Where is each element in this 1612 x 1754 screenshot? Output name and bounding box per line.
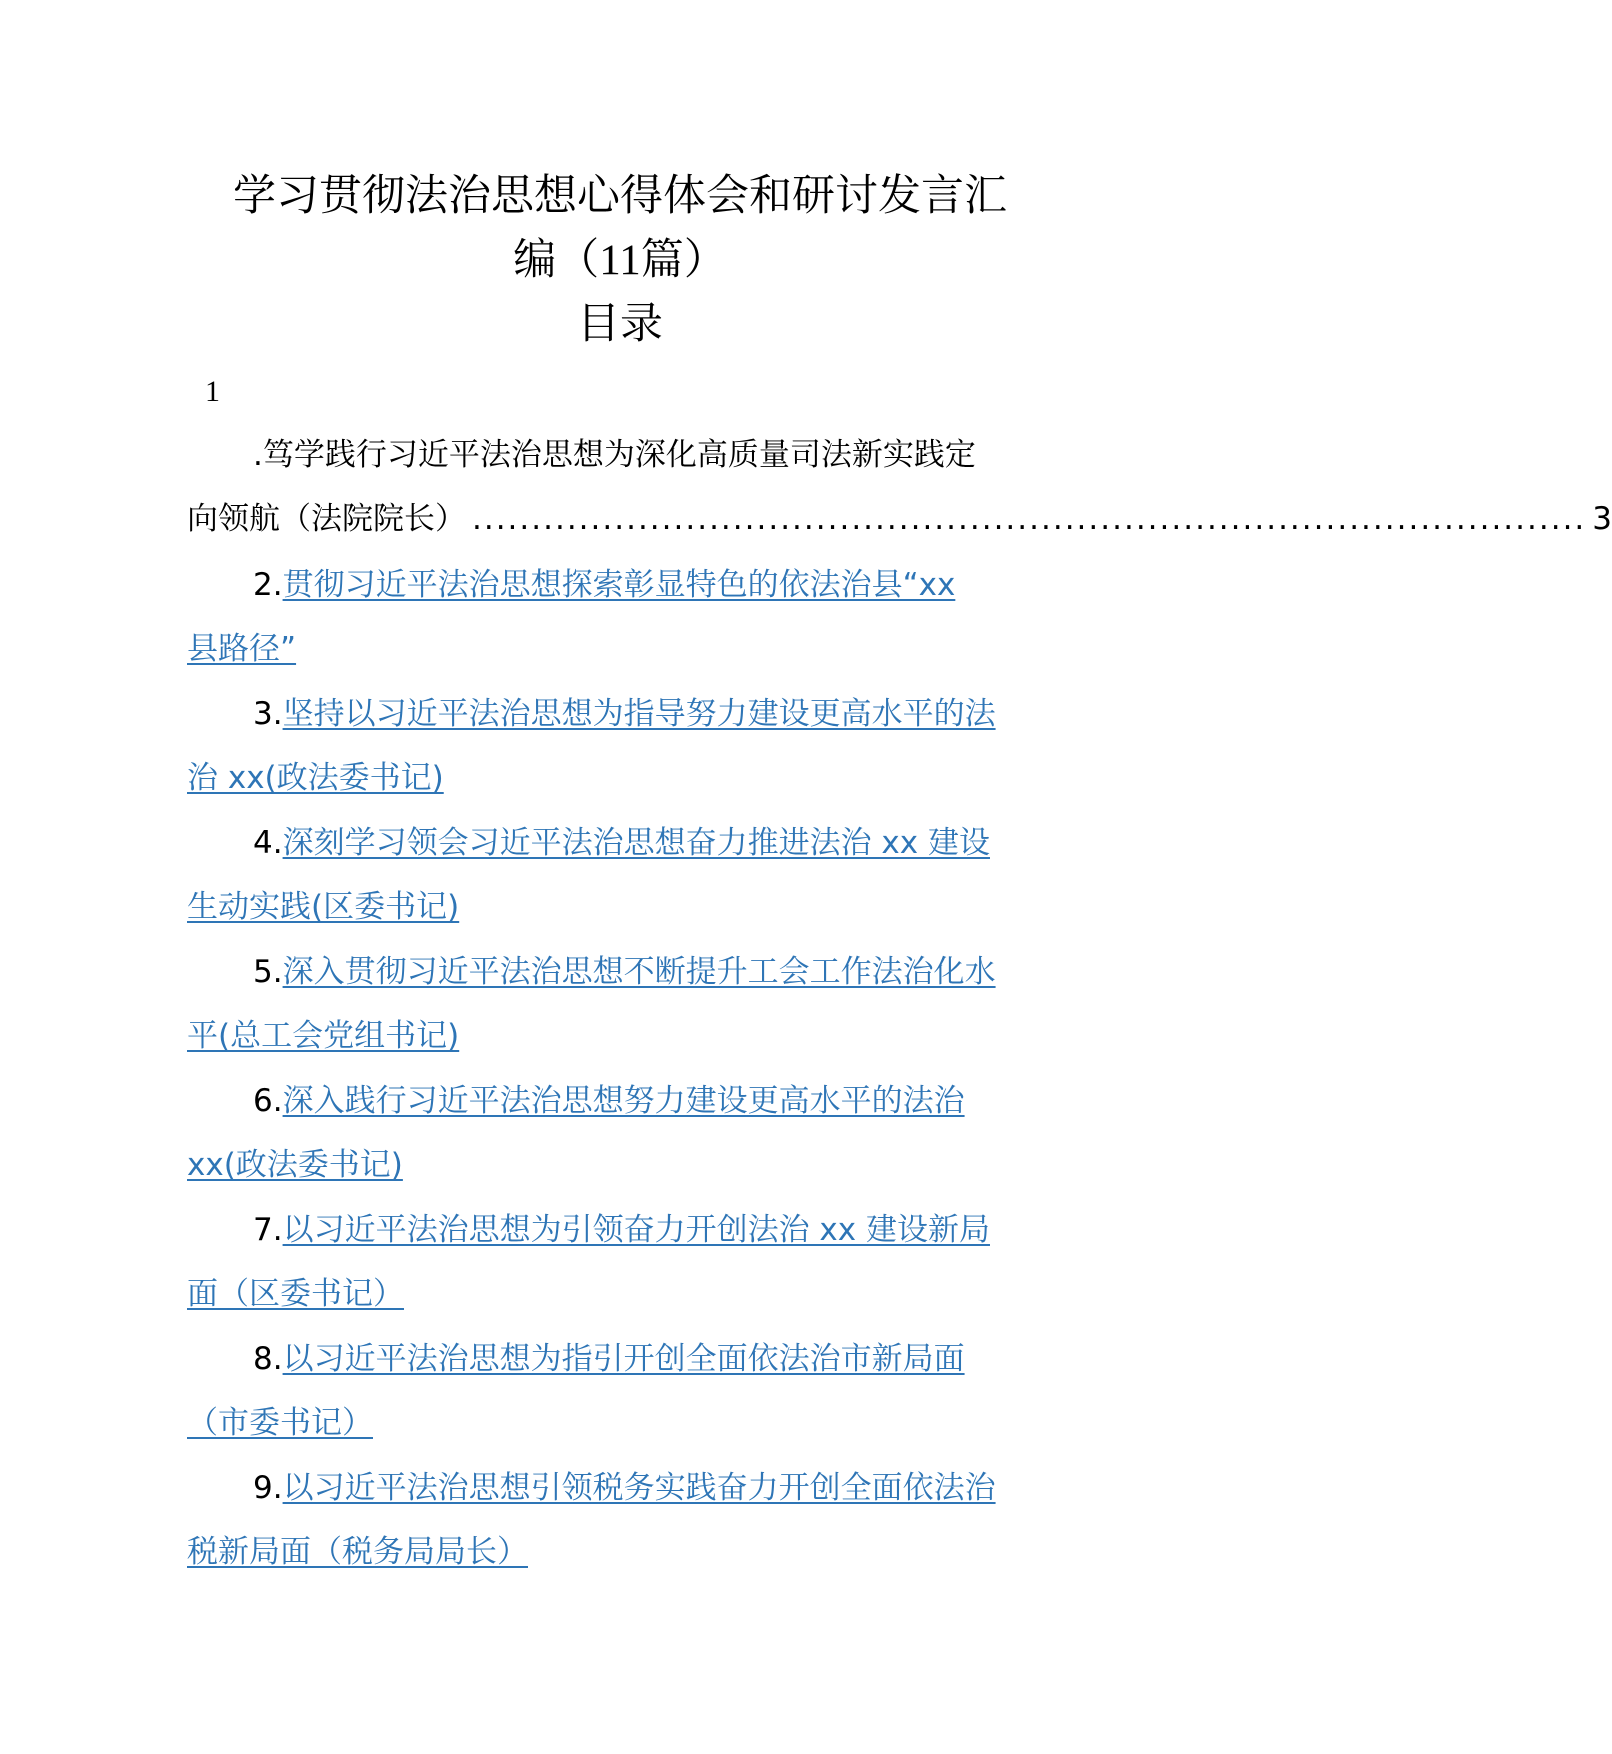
toc-entry-4-link[interactable]: 深刻学习领会习近平法治思想奋力推进法治 xx 建设 bbox=[282, 825, 990, 861]
toc-entry-8-line-2[interactable] bbox=[187, 1401, 373, 1445]
toc-entry-8-line-1[interactable] bbox=[253, 1337, 965, 1381]
toc-entry-9-line-2[interactable] bbox=[187, 1530, 528, 1574]
toc-entry-8-link[interactable]: 以习近平法治思想为指引开创全面依法治市新局面 bbox=[282, 1341, 965, 1377]
toc-entry-9-link-continued[interactable]: 税新局面（税务局局长） bbox=[187, 1534, 528, 1570]
toc-entry-1-page-number: 3 bbox=[1592, 501, 1612, 537]
toc-entry-1-title-part-1: .笃学践行习近平法治思想为深化高质量司法新实践定 bbox=[253, 437, 976, 473]
toc-entry-6-number: 6. bbox=[253, 1083, 283, 1119]
toc-entry-6-link[interactable]: 深入践行习近平法治思想努力建设更高水平的法治 bbox=[282, 1083, 965, 1119]
toc-entry-1-title-part-2: 向领航（法院院长） bbox=[187, 501, 466, 537]
toc-entry-8-number: 8. bbox=[253, 1341, 283, 1377]
toc-entry-2-line-2[interactable] bbox=[187, 627, 296, 671]
toc-entry-6-link-continued[interactable]: xx(政法委书记) bbox=[187, 1147, 403, 1183]
toc-entry-2-link[interactable]: 贯彻习近平法治思想探索彰显特色的依法治县“xx bbox=[282, 567, 956, 603]
title-text-1: 学习贯彻法治思想心得体会和研讨发言汇 bbox=[233, 171, 1007, 221]
toc-entry-7-line-1[interactable] bbox=[253, 1208, 990, 1252]
toc-entry-6-line-1[interactable] bbox=[253, 1079, 965, 1123]
toc-entry-5-link-continued[interactable]: 平(总工会党组书记) bbox=[187, 1018, 460, 1054]
toc-entry-9-number: 9. bbox=[253, 1470, 283, 1506]
dot-leader: .............................................................................................. bbox=[472, 501, 1587, 537]
toc-entry-4-line-1[interactable] bbox=[253, 821, 990, 865]
list-number-marker: 1 bbox=[205, 375, 220, 408]
toc-entry-2-link-continued[interactable]: 县路径” bbox=[187, 631, 297, 667]
toc-entry-7-number: 7. bbox=[253, 1212, 283, 1248]
toc-entry-3-number: 3. bbox=[253, 696, 283, 732]
toc-entry-4-number: 4. bbox=[253, 825, 283, 861]
toc-entry-2-line-1[interactable] bbox=[253, 563, 955, 607]
toc-entry-3-link-continued[interactable]: 治 xx(政法委书记) bbox=[187, 760, 444, 796]
toc-entry-5-line-2[interactable] bbox=[187, 1014, 459, 1058]
toc-entry-5-link[interactable]: 深入贯彻习近平法治思想不断提升工会工作法治化水 bbox=[282, 954, 996, 990]
document-title-line-2 bbox=[0, 232, 1240, 289]
toc-entry-4-link-continued[interactable]: 生动实践(区委书记) bbox=[187, 889, 460, 925]
toc-entry-4-line-2[interactable] bbox=[187, 885, 459, 929]
toc-entry-9-line-1[interactable] bbox=[253, 1466, 996, 1510]
title-text-2-prefix: 编（ bbox=[513, 235, 600, 285]
toc-entry-3-line-2[interactable] bbox=[187, 756, 444, 800]
title-text-2-suffix: 篇） bbox=[640, 235, 727, 285]
toc-entry-6-line-2[interactable] bbox=[187, 1143, 403, 1187]
toc-entry-5-line-1[interactable] bbox=[253, 950, 996, 994]
toc-entry-5-number: 5. bbox=[253, 954, 283, 990]
toc-entry-7-link-continued[interactable]: 面（区委书记） bbox=[187, 1276, 404, 1312]
toc-heading: 目录 bbox=[577, 299, 663, 349]
toc-entry-1-line-2 bbox=[187, 497, 1612, 541]
toc-entry-2-number: 2. bbox=[253, 567, 283, 603]
toc-entry-3-line-1[interactable] bbox=[253, 692, 996, 736]
toc-entry-3-link[interactable]: 坚持以习近平法治思想为指导努力建设更高水平的法 bbox=[282, 696, 996, 732]
document-title-line-1 bbox=[0, 168, 1240, 224]
toc-entry-7-line-2[interactable] bbox=[187, 1272, 404, 1316]
toc-entry-1-line-1 bbox=[253, 433, 976, 477]
toc-entry-7-link[interactable]: 以习近平法治思想为引领奋力开创法治 xx 建设新局 bbox=[282, 1212, 990, 1248]
toc-entry-8-link-continued[interactable]: （市委书记） bbox=[187, 1405, 373, 1441]
toc-entry-9-link[interactable]: 以习近平法治思想引领税务实践奋力开创全面依法治 bbox=[282, 1470, 996, 1506]
title-count: 11 bbox=[599, 237, 641, 284]
